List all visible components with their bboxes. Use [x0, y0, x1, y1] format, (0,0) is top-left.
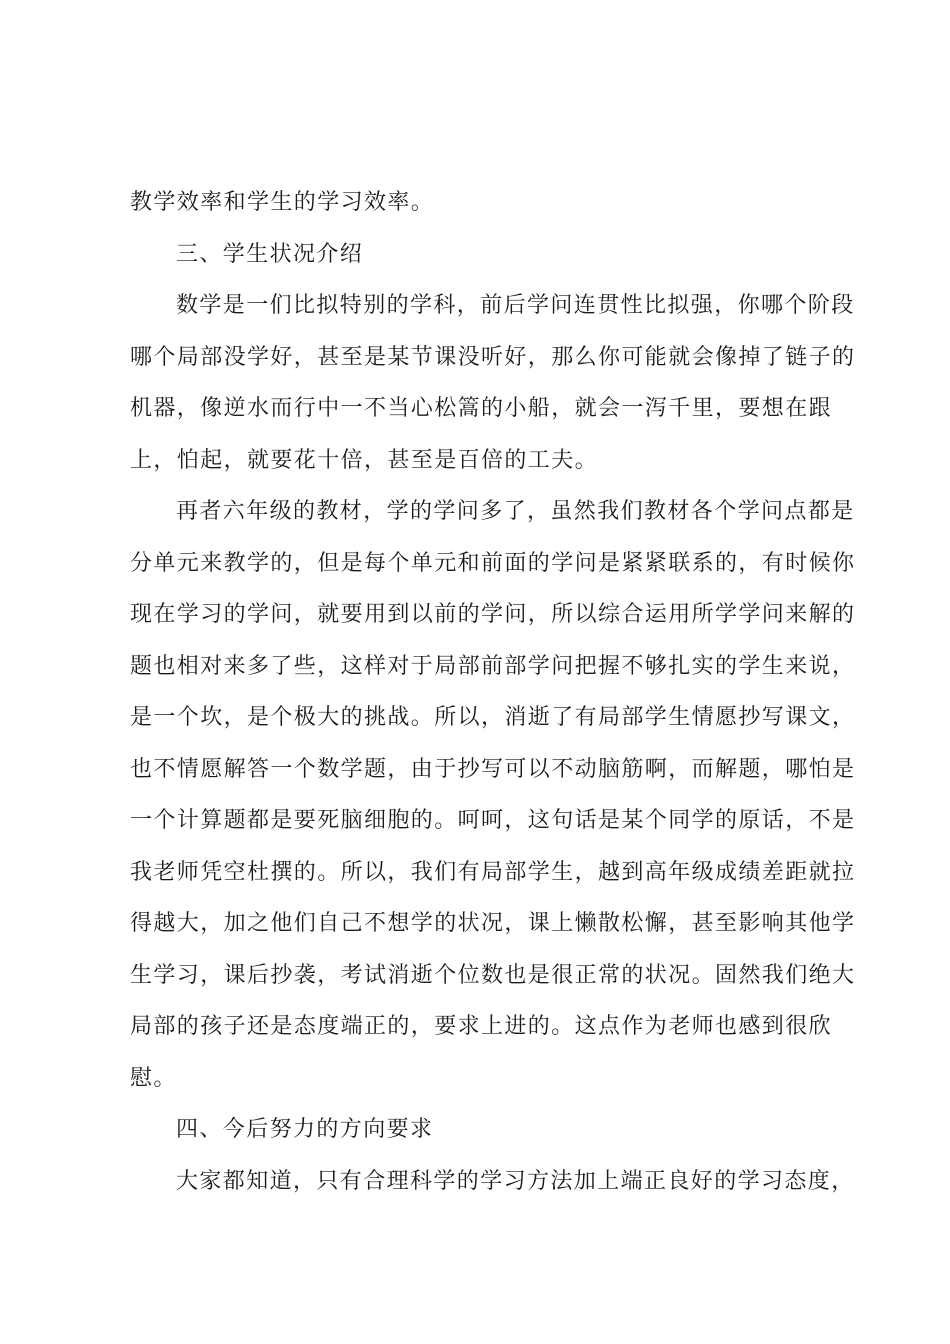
- paragraph-line: 分单元来教学的，但是每个单元和前面的学问是紧紧联系的，有时候你: [130, 551, 856, 576]
- paragraph-line: 局部的孩子还是态度端正的，要求上进的。这点作为老师也感到很欣: [130, 1014, 833, 1039]
- paragraph-line: 上，怕起，就要花十倍，甚至是百倍的工夫。: [130, 448, 599, 473]
- paragraph-line: 再者六年级的教材，学的学问多了，虽然我们教材各个学问点都是: [176, 499, 855, 524]
- paragraph-line: 大家都知道，只有合理科学的学习方法加上端正良好的学习态度，: [176, 1169, 855, 1194]
- paragraph-line: 机器，像逆水而行中一不当心松篙的小船，就会一泻千里，要想在跟: [130, 396, 833, 421]
- paragraph-line: 哪个局部没学好，甚至是某节课没听好，那么你可能就会像掉了链子的: [130, 345, 856, 370]
- section-heading: 三、学生状况介绍: [176, 242, 364, 267]
- paragraph-line: 现在学习的学问，就要用到以前的学问，所以综合运用所学学问来解的: [130, 602, 856, 627]
- paragraph-line: 我老师凭空杜撰的。所以，我们有局部学生，越到高年级成绩差距就拉: [130, 860, 856, 885]
- paragraph-line: 得越大，加之他们自己不想学的状况，课上懒散松懈，甚至影响其他学: [130, 911, 856, 936]
- section-heading: 四、今后努力的方向要求: [176, 1117, 434, 1142]
- paragraph-line: 是一个坎，是个极大的挑战。所以，消逝了有局部学生情愿抄写课文，: [130, 705, 856, 730]
- paragraph-line: 慰。: [130, 1066, 177, 1091]
- paragraph-line: 生学习，课后抄袭，考试消逝个位数也是很正常的状况。固然我们绝大: [130, 963, 856, 988]
- paragraph-line: 一个计算题都是要死脑细胞的。呵呵，这句话是某个同学的原话，不是: [130, 808, 856, 833]
- paragraph-line: 也不情愿解答一个数学题，由于抄写可以不动脑筋啊，而解题，哪怕是: [130, 757, 856, 782]
- paragraph-line: 教学效率和学生的学习效率。: [130, 190, 435, 215]
- paragraph-line: 数学是一们比拟特别的学科，前后学问连贯性比拟强，你哪个阶段: [176, 293, 855, 318]
- paragraph-line: 题也相对来多了些，这样对于局部前部学问把握不够扎实的学生来说，: [130, 654, 856, 679]
